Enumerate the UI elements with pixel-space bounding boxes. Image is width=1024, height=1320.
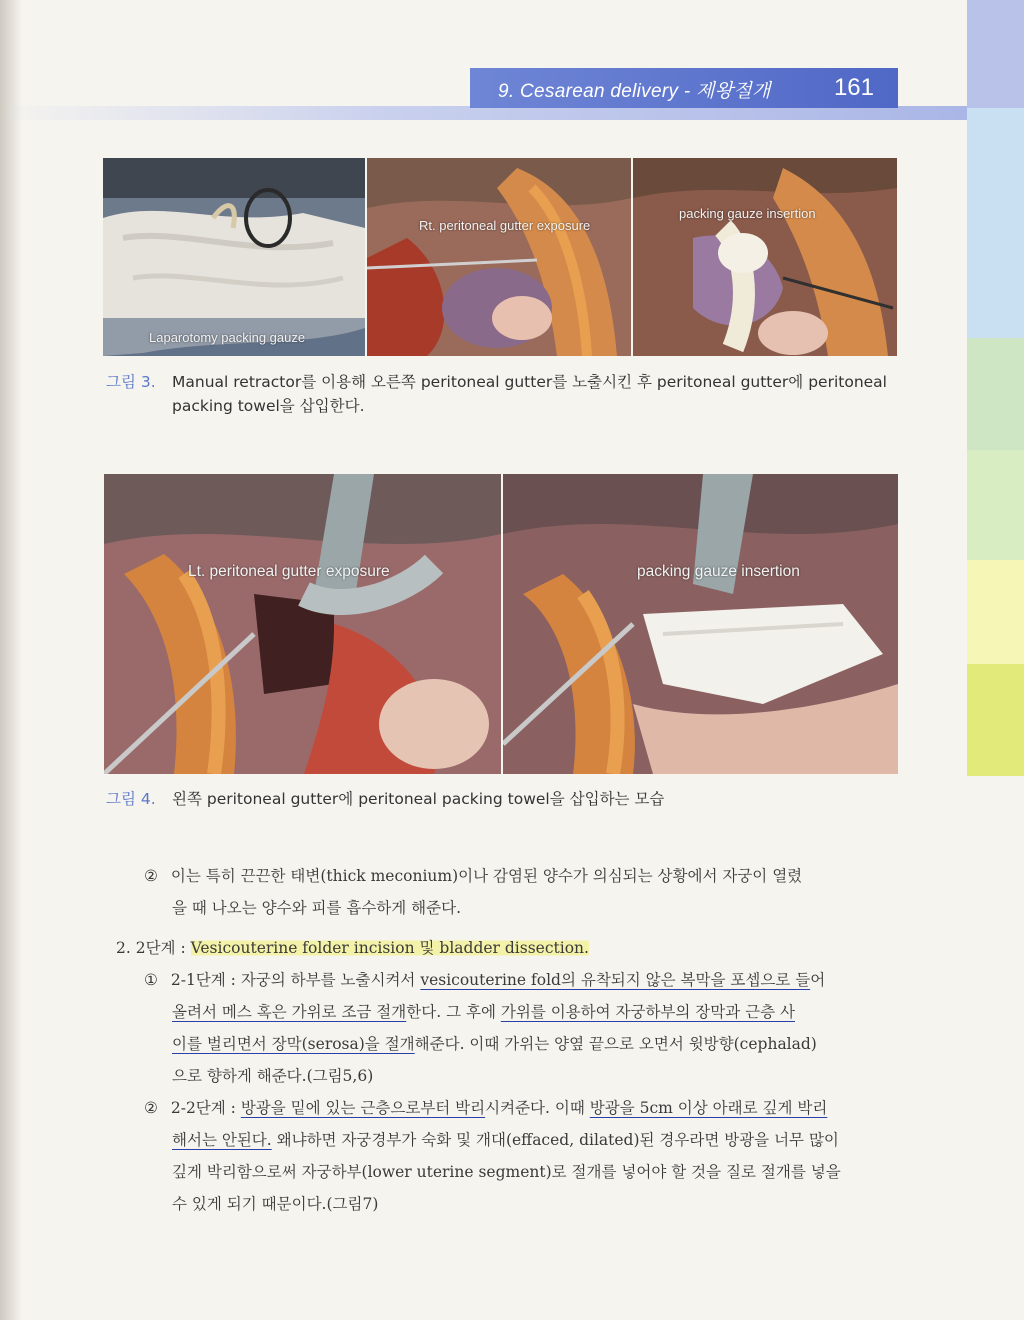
section-2-heading — [116, 934, 589, 962]
step-2-1-line1 — [144, 966, 825, 994]
section-heading-highlight: Vesicouterine folder incision 및 bladder dissection. — [190, 939, 589, 957]
step-marker: ① — [144, 971, 158, 989]
step-2-1-line3 — [172, 1030, 817, 1058]
step-text-underlined: 가위를 이용하여 자궁하부의 장막과 근층 사 — [500, 1003, 795, 1021]
fig4-photo-left-gutter — [104, 474, 501, 774]
fig3-label-3: packing gauze insertion — [679, 206, 816, 221]
step-text-b: 한다. 그 후에 — [406, 1003, 501, 1021]
step-text-c: 어 — [810, 971, 826, 989]
step-text-underlined: vesicouterine fold의 유착되지 않은 복막을 포셉으로 들 — [420, 971, 811, 989]
step-2-2-line2 — [172, 1126, 839, 1154]
step-2-1-line4: 으로 향하게 해준다.(그림5,6) — [172, 1067, 374, 1085]
item-marker: ② — [144, 867, 158, 885]
fig4-caption-number: 그림 4. — [106, 790, 156, 808]
step-text-b: 해준다. 이때 가위는 양옆 끝으로 오면서 윗방향(cephalad) — [414, 1035, 817, 1053]
page-number: 161 — [833, 74, 874, 101]
thumb-index-tab-3 — [967, 338, 1024, 450]
fig4-label-2: packing gauze insertion — [637, 563, 800, 580]
step-text-b: 왜냐하면 자궁경부가 숙화 및 개대(effaced, dilated)된 경우라면 방광을 너무 많이 — [271, 1131, 839, 1149]
thumb-index-tab-4 — [967, 450, 1024, 560]
fig3-caption-line2: packing towel을 삽입한다. — [172, 397, 365, 415]
item-2-prev-line2: 을 때 나오는 양수와 피를 흡수하게 해준다. — [172, 899, 462, 917]
step-text-a: 2-1단계 : 자궁의 하부를 노출시켜서 — [170, 971, 421, 989]
step-2-2-line1 — [144, 1094, 827, 1122]
section-prefix: 2. 2단계 : — [116, 939, 191, 957]
step-text-underlined: 올려서 메스 혹은 가위로 조금 절개 — [172, 1003, 407, 1021]
step-text-underlined: 방광을 밑에 있는 근층으로부터 박리 — [240, 1099, 486, 1117]
fig3-photo-gauze — [103, 158, 365, 356]
header-band — [0, 106, 968, 120]
thumb-index-tab-2 — [967, 108, 1024, 338]
fig4-photo-gauze-insertion — [503, 474, 898, 774]
fig3-photo-gauze-insertion — [633, 158, 897, 356]
step-text-underlined: 이를 벌리면서 장막(serosa)을 절개 — [172, 1035, 415, 1053]
thumb-index-tab-6 — [967, 664, 1024, 776]
item-text: 이는 특히 끈끈한 태변(thick meconium)이나 감염된 양수가 의심되는 상황에서 자궁이 열렸 — [170, 867, 803, 885]
fig3-label-1: Laparotomy packing gauze — [149, 330, 306, 345]
chapter-title: 9. Cesarean delivery - 제왕절개 — [498, 81, 771, 102]
fig3-photo-right-gutter — [367, 158, 631, 356]
step-2-1-line2 — [172, 998, 795, 1026]
fig4-label-1: Lt. peritoneal gutter exposure — [188, 563, 390, 580]
fig3-caption-number: 그림 3. — [106, 373, 156, 391]
step-2-2-line4: 수 있게 되기 때문이다.(그림7) — [172, 1195, 379, 1213]
step-marker: ② — [144, 1099, 158, 1117]
item-2-prev-line1 — [144, 862, 802, 890]
step-text-underlined: 방광을 5cm 이상 아래로 깊게 박리 — [589, 1099, 828, 1117]
step-text-underlined: 해서는 안된다. — [172, 1131, 272, 1149]
thumb-index-tab-5 — [967, 560, 1024, 664]
running-header — [470, 68, 898, 108]
fig4-caption: 왼쪽 peritoneal gutter에 peritoneal packing towel을 삽입하는 모습 — [172, 790, 665, 808]
step-text-a: 2-2단계 : — [170, 1099, 241, 1117]
thumb-index-tab-1 — [967, 0, 1024, 108]
fig3-caption-line1: Manual retractor를 이용해 오른쪽 peritoneal gutter를 노출시킨 후 peritoneal gutter에 peritoneal — [172, 373, 887, 391]
page-gutter-shadow — [0, 0, 22, 1320]
fig3-label-2: Rt. peritoneal gutter exposure — [419, 218, 591, 233]
step-2-2-line3: 깊게 박리함으로써 자궁하부(lower uterine segment)로 절개를 넣어야 할 것을 질로 절개를 넣을 — [172, 1163, 841, 1181]
step-text-c: 시켜준다. 이때 — [485, 1099, 590, 1117]
